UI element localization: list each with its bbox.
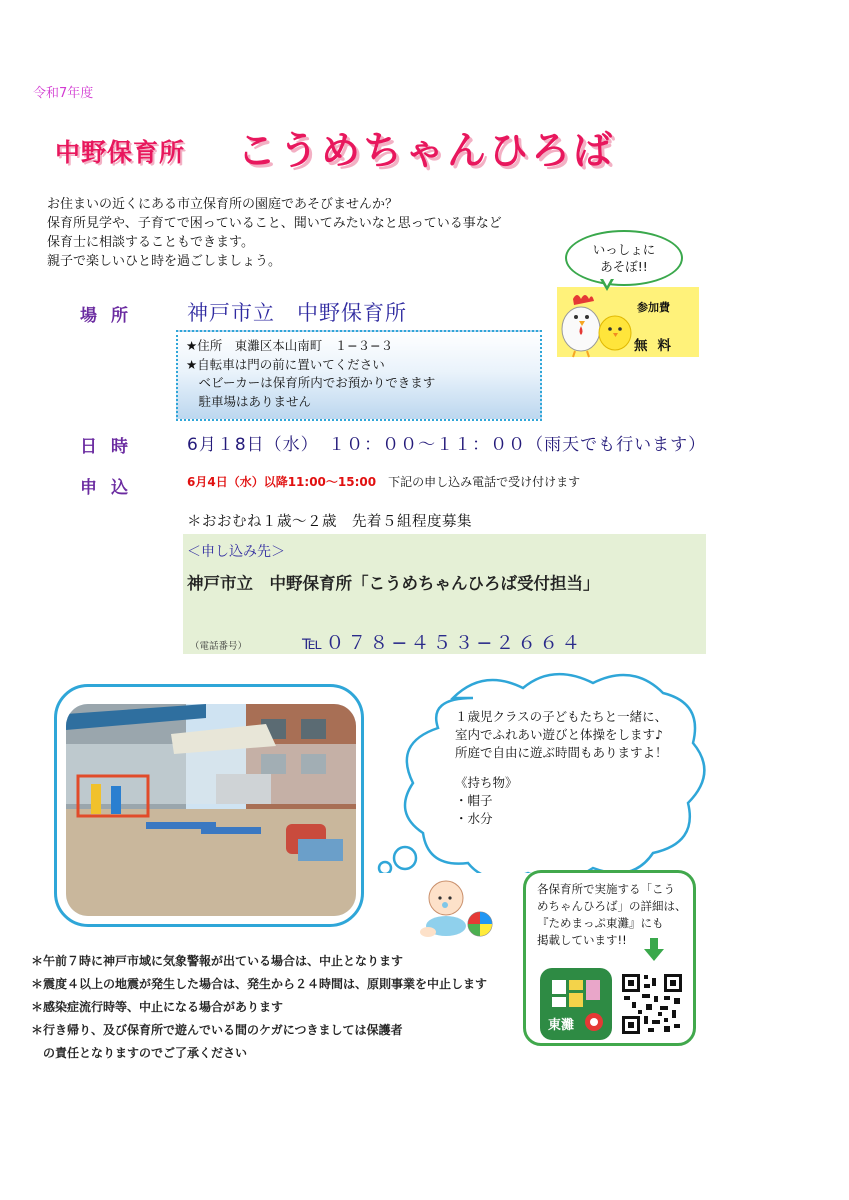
cloud-line: 室内でふれあい遊びと体操をします♪ bbox=[455, 727, 663, 742]
playground-photo bbox=[66, 704, 356, 916]
place-detail: ベビーカーは保育所内でお預かりできます bbox=[186, 375, 436, 390]
fiscal-year: 令和7年度 bbox=[33, 86, 94, 101]
map-info-line: めちゃんひろば」の詳細は、 bbox=[537, 899, 687, 913]
map-info-line: 『ためまっぷ東灘』にも bbox=[537, 916, 664, 930]
map-info-line: 各保育所で実施する「こう bbox=[537, 882, 675, 896]
place-name: 神戸市立 中野保育所 bbox=[187, 301, 407, 325]
app-icon[interactable] bbox=[540, 968, 612, 1040]
baby-illustration bbox=[416, 872, 496, 942]
chicken-chick-illustration bbox=[557, 283, 637, 359]
cloud-line: 所庭で自由に遊ぶ時間もありますよ！ bbox=[455, 745, 668, 760]
arrow-down-icon bbox=[643, 938, 665, 962]
place-detail: ★住所 東灘区本山南町 １−３−３ bbox=[186, 338, 394, 353]
note-item: ＊震度４以上の地震が発生した場合は、発生から２４時間は、原則事業を中止します bbox=[31, 977, 488, 991]
event-title: こうめちゃんひろば bbox=[237, 129, 616, 174]
speech-line: いっしょに bbox=[592, 242, 656, 257]
intro-line: 親子で楽しいひと時を過ごしましょう。 bbox=[47, 254, 282, 269]
item-water: ・水分 bbox=[455, 811, 493, 826]
date-value: 6月１8日（水） １０：００〜１１：００（雨天でも行います） bbox=[187, 435, 707, 455]
qr-code[interactable] bbox=[620, 972, 684, 1036]
note-item: の責任となりますのでご了承ください bbox=[31, 1046, 248, 1060]
place-label: 場所 bbox=[80, 306, 142, 326]
cloud-line: １歳児クラスの子どもたちと一緒に、 bbox=[455, 709, 668, 724]
fee-value: 無料 bbox=[634, 338, 681, 354]
cloud-text bbox=[455, 708, 668, 828]
notes bbox=[31, 950, 487, 1065]
apply-method: 下記の申し込み電話で受け付けます bbox=[376, 475, 581, 489]
apply-period: 6月4日（水）以降11:00〜15:00 bbox=[187, 475, 377, 489]
contact-heading: ＜申し込み先＞ bbox=[187, 544, 285, 560]
note-item: ＊感染症流行時等、中止になる場合があります bbox=[31, 1000, 284, 1014]
fee-label: 参加費 bbox=[637, 301, 670, 314]
speech-line: あそぼ!! bbox=[600, 259, 648, 274]
intro-line: お住まいの近くにある市立保育所の園庭であそびませんか？ bbox=[47, 197, 399, 212]
note-item: ＊午前７時に神戸市域に気象警報が出ている場合は、中止となります bbox=[31, 954, 404, 968]
note-item: ＊行き帰り、及び保育所で遊んでいる間のケガにつきましては保護者 bbox=[31, 1023, 403, 1037]
intro-line: 保育所見学や、子育てで困っていること、聞いてみたいなと思っている事など bbox=[47, 216, 502, 231]
apply-period-line bbox=[187, 473, 580, 490]
phone-number[interactable]: ℡０７８−４５３−２６６４ bbox=[302, 632, 584, 654]
speech-bubble bbox=[565, 230, 683, 286]
apply-label: 申込 bbox=[80, 478, 142, 498]
intro-text bbox=[47, 195, 502, 271]
place-details-box bbox=[176, 330, 542, 421]
place-detail: 駐車場はありません bbox=[186, 393, 312, 409]
quota-text: ＊おおむね１歳〜２歳 先着５組程度募集 bbox=[187, 514, 472, 530]
place-detail: ★自転車は門の前に置いてください bbox=[186, 356, 385, 372]
app-label: 東灘 bbox=[548, 1018, 575, 1033]
map-info-line: 掲載しています!! bbox=[537, 933, 627, 947]
item-hat: ・帽子 bbox=[455, 793, 493, 808]
date-label: 日時 bbox=[80, 437, 142, 457]
phone-label: （電話番号） bbox=[190, 641, 248, 652]
items-heading: 《持ち物》 bbox=[455, 775, 518, 790]
speech-tail-inner bbox=[602, 277, 612, 286]
intro-line: 保育士に相談することもできます。 bbox=[47, 235, 254, 250]
contact-name: 神戸市立 中野保育所「こうめちゃんひろば受付担当」 bbox=[187, 574, 600, 593]
facility-title: 中野保育所 bbox=[55, 138, 186, 167]
